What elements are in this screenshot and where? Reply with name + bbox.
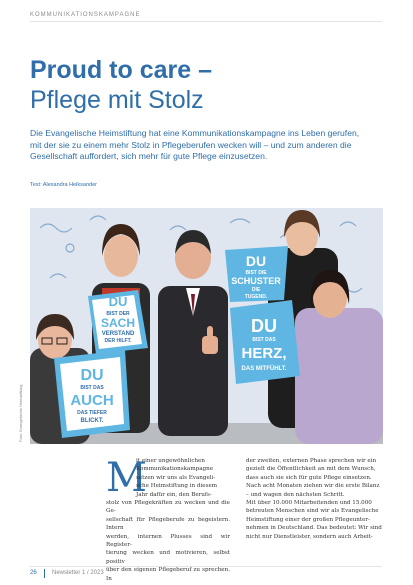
sign1-du: DU xyxy=(108,294,128,309)
body-line: sellschaft für Pflegeberufe zu begeistern. Intern xyxy=(106,516,230,532)
sign2-line5: TUGEND. xyxy=(244,294,268,300)
footer-separator xyxy=(44,569,45,578)
drop-cap: M xyxy=(106,455,147,501)
sign3-du: DU xyxy=(80,367,104,384)
sign4-du: DU xyxy=(251,316,277,336)
sign-sachverstand xyxy=(88,290,148,354)
body-column-left xyxy=(106,457,230,583)
sign2-line4: DIE xyxy=(251,287,261,293)
sign3-line2: BIST DAS xyxy=(80,385,104,391)
sign-herz xyxy=(230,300,300,384)
sign1-line4: VERSTAND xyxy=(101,331,135,337)
body-line: Jahr dafür ein, den Berufs- xyxy=(136,491,212,498)
body-line: Nach acht Monaten ziehen wir die erste Bilanz xyxy=(246,483,380,490)
sign-schuster xyxy=(225,246,288,302)
body-line: betreuten Menschen sind wir als Evangelische xyxy=(246,508,379,515)
body-line: gezielt die Öffentlichkeit an mit dem Wunsch, xyxy=(246,466,376,473)
body-line: stolz von Pflegekräften zu wecken und die Ge- xyxy=(106,500,230,515)
body-line: werden, internen Plusses sind wir Register- xyxy=(106,533,230,549)
article-photo xyxy=(30,208,383,444)
body-column-right xyxy=(246,457,384,541)
footer-divider xyxy=(30,566,382,567)
body-line: Heimstiftung einer der großen Pflegeunter- xyxy=(246,516,370,523)
body-line: über den eigenen Pflegeberuf zu sprechen. In xyxy=(106,567,230,582)
body-line: tierung wecken und motivieren, selbst positiv xyxy=(106,550,230,565)
section-kicker: KOMMUNIKATIONSKAMPAGNE xyxy=(30,12,141,18)
sign4-line2: BIST DAS xyxy=(252,337,276,343)
group-photo xyxy=(30,208,383,444)
body-line: sche Heimstiftung in diesem xyxy=(136,483,218,490)
article-title-line2: Pflege mit Stolz xyxy=(30,86,204,114)
issue-label: Newsletter 1 / 2023 xyxy=(52,570,104,576)
body-line: setzen wir uns als Evangeli- xyxy=(136,474,216,481)
sign2-line2: BIST DIE xyxy=(245,270,267,276)
body-line: dass auch sie sich für gute Pflege einsetzen. xyxy=(246,474,372,481)
sign2-du: DU xyxy=(245,253,267,269)
body-line: der zweiten, externen Phase sprechen wir ein xyxy=(246,458,377,464)
sign2-line3: SCHUSTER xyxy=(231,276,281,286)
page-number: 26 xyxy=(30,570,37,576)
sign1-line5: DER HILFT. xyxy=(104,338,132,344)
sign3-line4: DAS TIEFER xyxy=(77,410,107,416)
sign3-line3: AUCH xyxy=(70,392,114,409)
photo-credit: Foto: Evangelische Heimstiftung xyxy=(18,384,23,442)
sign3-line5: BLICKT. xyxy=(80,418,104,424)
sign1-line2: BIST DER xyxy=(106,311,130,317)
body-line: Mit über 10.000 Mitarbeitenden und 15.000 xyxy=(246,500,372,507)
article-lead: Die Evangelische Heimstiftung hat eine Kommunikationskampagne ins Leben gerufen, mit der sie zu einem mehr Stolz in Pflegeberufen wecken will – und zum anderen die Gesellschaft auffordert, sich mehr für gute Pflege einzusetzen. xyxy=(30,128,360,162)
body-line: nicht nur Dienstleister, sondern auch Arbeit- xyxy=(246,533,373,540)
sign4-line4: DAS MITFÜHLT. xyxy=(241,366,287,372)
header-divider xyxy=(30,21,382,22)
body-line: nehmen in Deutschland. Das bedeutet: Wir sind xyxy=(246,525,382,532)
article-byline: Text: Alexandra Heiksander xyxy=(30,182,97,188)
sign-auch xyxy=(54,350,130,438)
body-line: it einer ungewöhnlichen xyxy=(136,458,205,464)
article-title-line1: Proud to care – xyxy=(30,56,212,84)
body-line: Kommunikationskampagne xyxy=(136,466,214,473)
sign4-line3: HERZ, xyxy=(241,345,287,362)
sign1-line3: SACH xyxy=(100,316,136,330)
body-line: – und wagen den nächsten Schritt. xyxy=(246,491,345,498)
